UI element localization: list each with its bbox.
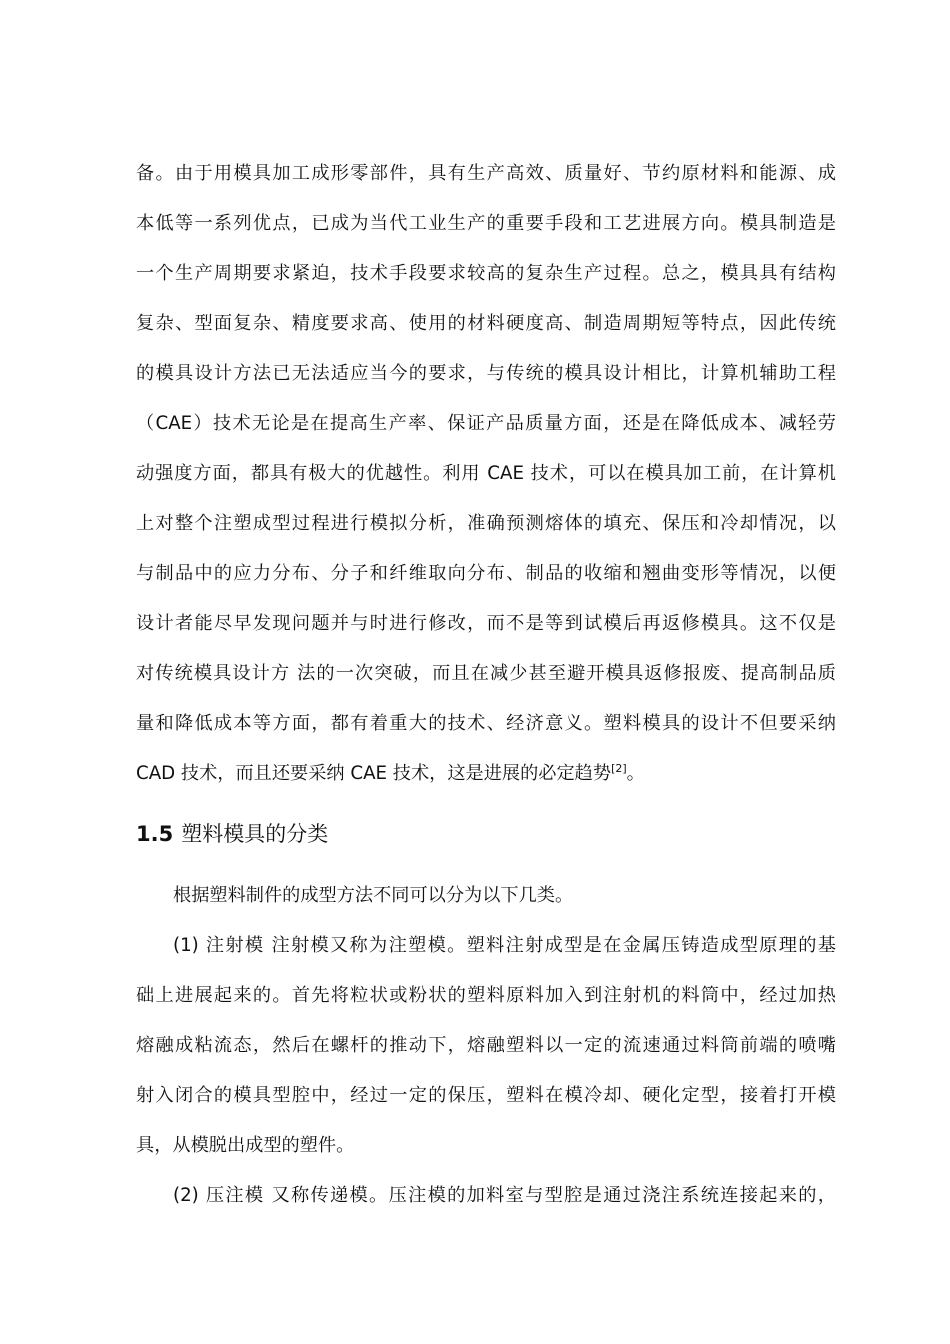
item1-line: 础上进展起来的。首先将粒状或粉状的塑料原料加入到注射机的料筒中，经过加热 — [136, 985, 836, 1006]
item1-line: 具，从模脱出成型的塑件。 — [136, 1135, 355, 1156]
section-number: 1.5 — [136, 822, 174, 846]
paragraph-line: 对传统模具设计方 法的一次突破，而且在减少甚至避开模具返修报废、提高制品质 — [136, 663, 836, 684]
paragraph-line: 本低等一系列优点，已成为当代工业生产的重要手段和工艺进展方向。模具制造是 — [136, 213, 836, 234]
item1-line: 射入闭合的模具型腔中，经过一定的保压，塑料在模冷却、硬化定型，接着打开模 — [136, 1085, 836, 1106]
paragraph-line: （CAE）技术无论是在提高生产率、保证产品质量方面，还是在降低成本、减轻劳 — [136, 413, 836, 434]
citation-reference[interactable]: [2] — [611, 761, 627, 775]
paragraph-line: 一个生产周期要求紧迫，技术手段要求较高的复杂生产过程。总之，模具具有结构 — [136, 263, 836, 284]
paragraph-line: 动强度方面，都具有极大的优越性。利用 CAE 技术，可以在模具加工前，在计算机 — [136, 463, 836, 484]
paragraph-line: 复杂、型面复杂、精度要求高、使用的材料硬度高、制造周期短等特点，因此传统 — [136, 313, 836, 334]
paragraph-line: 设计者能尽早发现问题并与时进行修改，而不是等到试模后再返修模具。这不仅是 — [136, 613, 836, 634]
section-heading — [136, 818, 328, 850]
item1-line: (1) 注射模 注射模又称为注塑模。塑料注射成型是在金属压铸造成型原理的基 — [173, 935, 836, 956]
paragraph-last-line-text: CAD 技术，而且还要采纳 CAE 技术，这是进展的必定趋势 — [136, 763, 612, 784]
item2-line: (2) 压注模 又称传递模。压注模的加料室与型腔是通过浇注系统连接起来的， — [173, 1185, 836, 1206]
paragraph-line: 与制品中的应力分布、分子和纤维取向分布、制品的收缩和翘曲变形等情况，以便 — [136, 563, 836, 584]
paragraph-line: 量和降低成本等方面，都有着重大的技术、经济意义。塑料模具的设计不但要采纳 — [136, 713, 836, 734]
section-title: 塑料模具的分类 — [181, 822, 329, 846]
item1-line: 熔融成粘流态，然后在螺杆的推动下，熔融塑料以一定的流速通过料筒前端的喷嘴 — [136, 1035, 836, 1056]
paragraph-last-line — [136, 760, 836, 788]
intro-sentence: 根据塑料制件的成型方法不同可以分为以下几类。 — [173, 885, 574, 906]
paragraph-line: 备。由于用模具加工成形零部件，具有生产高效、质量好、节约原材料和能源、成 — [136, 163, 836, 184]
paragraph-line: 上对整个注塑成型过程进行模拟分析，准确预测熔体的填充、保压和冷却情况，以 — [136, 513, 836, 534]
paragraph-line: 的模具设计方法已无法适应当今的要求，与传统的模具设计相比，计算机辅助工程 — [136, 363, 836, 384]
paragraph-last-line-end: 。 — [626, 763, 645, 784]
